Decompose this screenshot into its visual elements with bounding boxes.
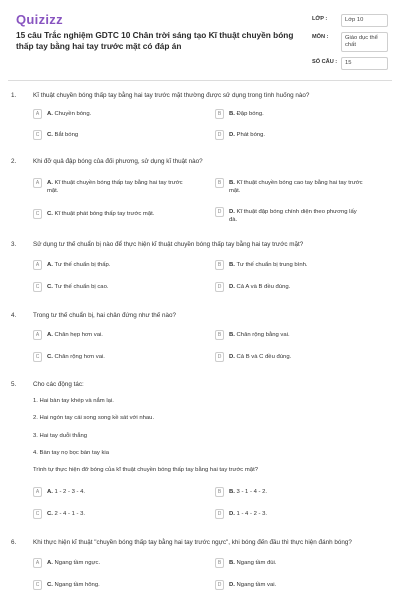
question-number: 5.: [11, 381, 17, 388]
option-letter: C.: [47, 511, 53, 517]
option-badge: A: [33, 330, 42, 340]
answer-option[interactable]: [33, 130, 193, 140]
step-line: 1. Hai bàn tay khép và nắm lại.: [33, 398, 114, 404]
option-letter: A.: [47, 332, 53, 338]
option-letter: B.: [229, 111, 235, 117]
option-text: Chuyền bóng.: [54, 111, 92, 117]
option-badge: C: [33, 352, 42, 362]
worksheet-header: [16, 12, 388, 76]
question-text: Khi đỡ quả đập bóng của đối phương, sử dụng kĩ thuật nào?: [33, 158, 203, 165]
option-badge: A: [33, 487, 42, 497]
option-text: Ngang tầm vai.: [236, 582, 277, 588]
meta-subject-label: MÔN :: [312, 34, 329, 40]
option-text: Cả B và C đều đúng.: [236, 354, 292, 360]
question-text: Cho các động tác:: [33, 381, 84, 388]
step-line: 3. Hai tay duỗi thẳng: [33, 433, 88, 439]
option-badge: C: [33, 580, 42, 590]
option-badge: B: [215, 109, 224, 119]
option-letter: A.: [47, 262, 53, 268]
option-letter: D.: [229, 511, 235, 517]
option-text: Kĩ thuật chuyền bóng cao tay bằng hai tay trước mặt.: [229, 180, 363, 194]
option-letter: A.: [47, 560, 53, 566]
meta-subject: [312, 32, 388, 52]
option-text: Ngang tầm ngực.: [54, 560, 101, 566]
option-text: Phát bóng.: [236, 132, 266, 138]
worksheet-meta: [312, 14, 388, 75]
option-letter: B.: [229, 489, 235, 495]
option-text: 1 - 4 - 2 - 3.: [236, 511, 267, 517]
option-text: Chân rộng bằng vai.: [236, 332, 290, 338]
answer-option[interactable]: [33, 109, 193, 119]
meta-count-label: SỐ CÂU :: [312, 59, 338, 65]
question-text: Trong tư thế chuẩn bị, hai chân đứng như thế nào?: [33, 312, 176, 319]
answer-option[interactable]: [215, 282, 365, 292]
meta-count: [312, 57, 388, 70]
option-letter: C.: [47, 582, 53, 588]
answer-option[interactable]: [33, 330, 193, 340]
option-letter: D.: [229, 132, 235, 138]
option-badge: B: [215, 330, 224, 340]
meta-class-label: LỚP :: [312, 16, 328, 22]
option-letter: C.: [47, 284, 53, 290]
question-text: Kĩ thuật chuyền bóng thấp tay bằng hai tay trước mặt thường được sử dụng trong tình huống nào?: [33, 92, 310, 99]
question-number: 2.: [11, 158, 17, 165]
question-text: Sử dụng tư thế chuẩn bị nào để thực hiện kĩ thuật chuyền bóng thấp tay bằng hai tay trước mặt?: [33, 241, 304, 248]
option-letter: D.: [229, 284, 235, 290]
option-text: Chân rộng hơn vai.: [54, 354, 105, 360]
answer-option[interactable]: [215, 558, 365, 568]
meta-subject-value: Giáo dục thể chất: [341, 32, 388, 52]
option-badge: D: [215, 352, 224, 362]
option-letter: A.: [47, 111, 53, 117]
option-text: Bắt bóng: [54, 132, 79, 138]
answer-option[interactable]: [33, 509, 193, 519]
option-letter: D.: [229, 354, 235, 360]
question-number: 1.: [11, 92, 17, 99]
answer-option[interactable]: [33, 260, 193, 270]
meta-class: [312, 14, 388, 27]
option-badge: D: [215, 207, 224, 217]
option-badge: D: [215, 282, 224, 292]
question-number: 4.: [11, 312, 17, 319]
option-letter: A.: [47, 489, 53, 495]
option-badge: C: [33, 130, 42, 140]
answer-option[interactable]: [215, 487, 365, 497]
option-text: Đập bóng.: [236, 111, 264, 117]
option-letter: C.: [47, 211, 53, 217]
answer-option[interactable]: [215, 580, 365, 590]
option-text: Tư thế chuẩn bị thấp.: [54, 262, 111, 268]
answer-option[interactable]: [215, 178, 365, 195]
option-badge: C: [33, 209, 42, 219]
option-text: Tư thế chuẩn bị trung bình.: [236, 262, 308, 268]
option-text: Ngang tầm hông.: [54, 582, 100, 588]
option-text: Kĩ thuật chuyền bóng thấp tay bằng hai tay trước mặt.: [47, 180, 183, 194]
option-text: 3 - 1 - 4 - 2.: [236, 489, 267, 495]
option-letter: D.: [229, 209, 235, 215]
option-badge: B: [215, 178, 224, 188]
option-letter: B.: [229, 332, 235, 338]
answer-option[interactable]: [215, 207, 365, 224]
option-letter: A.: [47, 180, 53, 186]
option-text: Kĩ thuật phát bóng thấp tay trước mặt.: [54, 211, 155, 217]
option-text: 2 - 4 - 1 - 3.: [54, 511, 85, 517]
question-number: 3.: [11, 241, 17, 248]
option-badge: D: [215, 130, 224, 140]
answer-option[interactable]: [33, 178, 193, 195]
answer-option[interactable]: [215, 509, 365, 519]
option-text: Ngang tầm đùi.: [236, 560, 277, 566]
option-badge: A: [33, 178, 42, 188]
option-badge: B: [215, 260, 224, 270]
answer-option[interactable]: [33, 487, 193, 497]
answer-option[interactable]: [215, 130, 365, 140]
option-text: Cả A và B đều đúng.: [236, 284, 291, 290]
option-badge: D: [215, 509, 224, 519]
question-prompt: Trình tự thực hiện đỡ bóng của kĩ thuật chuyền bóng thấp tay bằng hai tay trước mặt?: [33, 467, 258, 473]
answer-option[interactable]: [215, 330, 365, 340]
question-number: 6.: [11, 539, 17, 546]
option-badge: A: [33, 558, 42, 568]
header-divider: [8, 80, 392, 81]
option-badge: C: [33, 282, 42, 292]
meta-class-value: Lớp 10: [341, 14, 388, 27]
answer-option[interactable]: [33, 580, 193, 590]
option-badge: B: [215, 558, 224, 568]
option-badge: D: [215, 580, 224, 590]
answer-option[interactable]: [215, 260, 365, 270]
answer-option[interactable]: [33, 282, 193, 292]
meta-count-value: 15: [341, 57, 388, 70]
option-text: 1 - 2 - 3 - 4.: [54, 489, 85, 495]
step-line: 4. Bàn tay nọ bọc bàn tay kia: [33, 450, 109, 456]
option-letter: B.: [229, 262, 235, 268]
option-letter: C.: [47, 354, 53, 360]
option-text: Chân hẹp hơn vai.: [54, 332, 103, 338]
question-text: Khi thực hiện kĩ thuật "chuyền bóng thấp tay bằng hai tay trước ngực", khi bóng đến đầu thì thực hiện đánh bóng?: [33, 539, 352, 546]
option-badge: C: [33, 509, 42, 519]
option-letter: C.: [47, 132, 53, 138]
step-line: 2. Hai ngón tay cái song song kề sát với nhau.: [33, 415, 155, 421]
quizizz-logo[interactable]: Quizizz: [16, 12, 63, 27]
answer-option[interactable]: [33, 352, 193, 362]
option-letter: D.: [229, 582, 235, 588]
option-text: Kĩ thuật đập bóng chính diện theo phương lấy đà.: [229, 209, 357, 223]
worksheet-title: 15 câu Trắc nghiệm GDTC 10 Chân trời sáng tạo Kĩ thuật chuyền bóng thấp tay bằng hai tay trước mặt có đáp án: [16, 30, 294, 51]
answer-option[interactable]: [33, 209, 193, 219]
answer-option[interactable]: [215, 352, 365, 362]
option-letter: B.: [229, 560, 235, 566]
option-text: Tư thế chuẩn bị cao.: [54, 284, 109, 290]
answer-option[interactable]: [215, 109, 365, 119]
option-badge: A: [33, 260, 42, 270]
option-letter: B.: [229, 180, 235, 186]
option-badge: B: [215, 487, 224, 497]
option-badge: A: [33, 109, 42, 119]
answer-option[interactable]: [33, 558, 193, 568]
